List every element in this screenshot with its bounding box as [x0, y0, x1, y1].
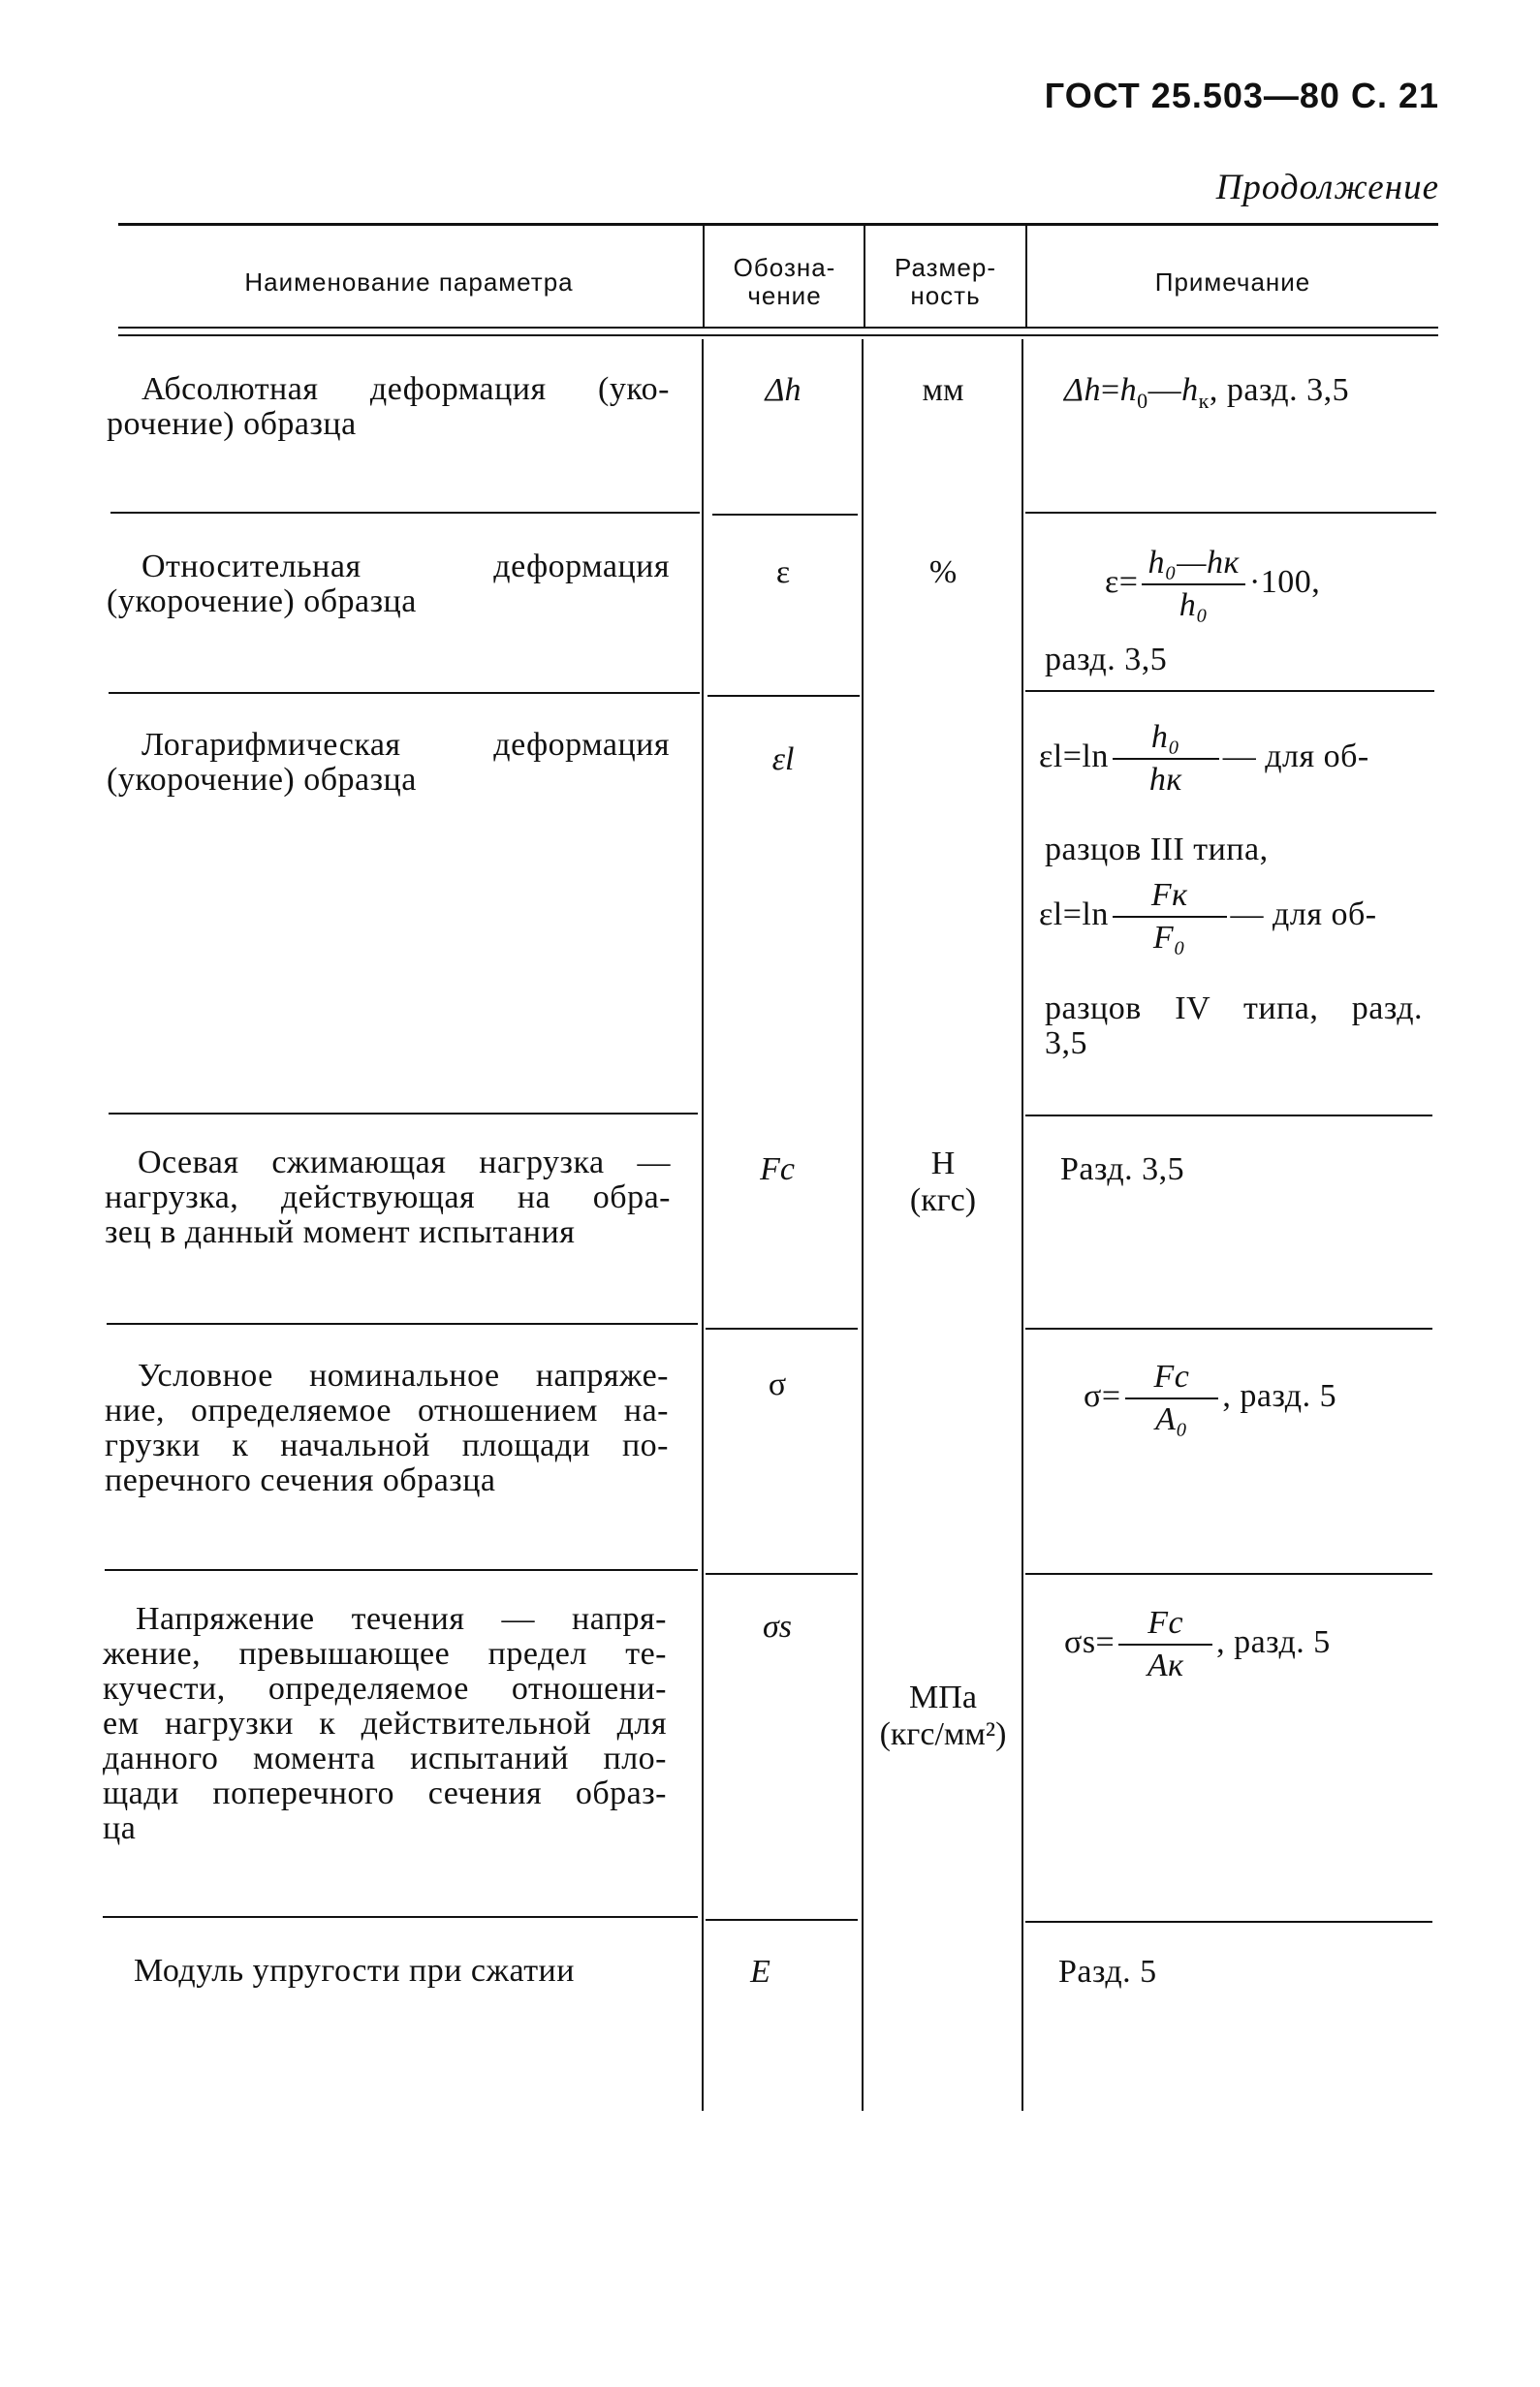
row-separator-6b — [706, 1919, 858, 1921]
row2-name-line2: (укорочение) образца — [107, 583, 417, 619]
column-header-unit — [865, 254, 1025, 310]
row3-fraction1-den: hк — [1148, 762, 1182, 798]
row1-note: $\Delta h=h_0—h_к$, разд. 3,5 — [1064, 372, 1350, 413]
column-header-unit-line2: ность — [910, 281, 981, 310]
row-separator-4a — [107, 1323, 698, 1325]
page-header: ГОСТ 25.503—80 С. 21 — [1044, 76, 1439, 115]
column-divider-1-body — [702, 339, 704, 2111]
row3-formula2-after: — для об- — [1230, 895, 1377, 932]
row4-note: Разд. 3,5 — [1060, 1151, 1185, 1187]
row-separator-3b — [1025, 1115, 1432, 1116]
row-separator-3a — [109, 1113, 698, 1115]
header-rule-2 — [118, 334, 1438, 336]
row3-formula2-lhs: εl=ln — [1039, 895, 1109, 932]
row5-formula — [1084, 1359, 1432, 1438]
row5-fraction-num: Fс — [1125, 1359, 1219, 1399]
row6-fraction-den: Aк — [1147, 1648, 1184, 1683]
row-separator-2b — [707, 695, 860, 697]
row3-symbol: εl — [771, 741, 795, 777]
row6-fraction — [1118, 1605, 1212, 1684]
row5-fraction-den: A₀ — [1155, 1401, 1188, 1437]
row1-note-b: h — [1181, 372, 1199, 408]
row3-fraction2-den: F₀ — [1152, 920, 1186, 956]
row-separator-2c — [1025, 690, 1434, 692]
row-separator-1c — [1025, 512, 1436, 514]
row5-fraction — [1125, 1359, 1219, 1438]
row3-note-line2b: разцов IV типа, разд. — [1045, 990, 1423, 1026]
table-top-rule — [118, 223, 1438, 226]
column-header-unit-line1: Размер- — [894, 253, 997, 282]
row6-fraction-num: Fс — [1118, 1605, 1212, 1646]
row6-name-line2: жение, превышающее предел те- — [103, 1636, 667, 1672]
row6-symbol: σs — [763, 1609, 792, 1645]
row-separator-6c — [1025, 1921, 1432, 1923]
row6-name-line3: кучести, определяемое отношени- — [103, 1671, 667, 1707]
row6-unit-line2: (кгс/мм²) — [879, 1716, 1007, 1752]
row6-name-line1: Напряжение течения — напря- — [136, 1601, 667, 1637]
row2-formula-factor: ·100, — [1248, 563, 1321, 600]
row6-formula — [1064, 1605, 1432, 1684]
row5-name-line3: грузки к начальной площади по- — [105, 1428, 669, 1463]
row4-unit — [864, 1146, 1021, 1219]
row1-note-lhs: Δh — [1064, 372, 1101, 408]
row1-note-tail: , разд. 3,5 — [1209, 372, 1350, 408]
row2-name-line1: Относительная деформация — [141, 549, 670, 584]
row4-name-line2: нагрузка, действующая на обра- — [105, 1179, 671, 1215]
row-separator-1a — [110, 512, 700, 514]
row4-unit-line1: Н — [930, 1146, 956, 1181]
row4-name-line1: Осевая сжимающая нагрузка — — [138, 1145, 671, 1180]
row3-fraction2 — [1113, 877, 1227, 957]
column-divider-3-body — [1021, 339, 1023, 2111]
row3-fraction1-num: h₀ — [1113, 719, 1219, 760]
row1-name-line2: рочение) образца — [107, 406, 357, 442]
row4-unit-line2: (кгс) — [909, 1182, 977, 1218]
row2-formula: ε= $\frac{\text{h₀—hк}}{\text{h₀}}$ ·100, — [1105, 545, 1321, 623]
row3-formula1-after: — для об- — [1222, 738, 1369, 774]
row7-name: Модуль упругости при сжатии — [134, 1953, 575, 1989]
row7-note: Разд. 5 — [1058, 1954, 1157, 1990]
row-separator-4b — [706, 1328, 858, 1330]
row-separator-5a — [105, 1569, 698, 1571]
row5-formula-tail: , разд. 5 — [1222, 1377, 1337, 1414]
row2-unit: % — [928, 554, 958, 590]
continuation-label: Продолжение — [1215, 168, 1439, 207]
column-header-name: Наименование параметра — [244, 267, 574, 297]
row-separator-6a — [103, 1916, 698, 1918]
row6-name-line6: щади поперечного сечения образ- — [103, 1775, 667, 1811]
row2-fraction-den: h₀ — [1179, 587, 1209, 623]
row-separator-5b — [706, 1573, 858, 1575]
column-divider-3 — [1025, 226, 1027, 327]
row5-name-line4: перечного сечения образца — [105, 1462, 496, 1498]
row1-note-a-sub: 0 — [1137, 388, 1148, 413]
row3-formula2 — [1039, 877, 1436, 957]
row1-name-line1: Абсолютная деформация (уко- — [141, 371, 670, 407]
row3-note-line2c: 3,5 — [1045, 1025, 1087, 1061]
row5-name-line1: Условное номинальное напряже- — [138, 1358, 669, 1394]
row3-fraction2-num: Fк — [1113, 877, 1227, 918]
row3-name-line1: Логарифмическая деформация — [141, 727, 670, 763]
row-separator-5c — [1025, 1573, 1432, 1575]
column-header-symbol-line1: Обозна- — [733, 253, 836, 282]
row2-symbol: ε — [775, 554, 791, 590]
row3-name-line2: (укорочение) образца — [107, 762, 417, 798]
header-rule-1 — [118, 327, 1438, 329]
row-separator-4c — [1025, 1328, 1432, 1330]
row5-name-line2: ние, определяемое отношением на- — [105, 1393, 669, 1429]
row1-unit: мм — [922, 372, 964, 408]
row4-symbol: Fс — [760, 1151, 795, 1187]
row6-formula-tail: , разд. 5 — [1216, 1623, 1331, 1660]
column-header-note: Примечание — [1154, 267, 1311, 297]
row1-note-b-sub: к — [1198, 388, 1210, 413]
row3-note-line1b: разцов III типа, — [1045, 832, 1269, 867]
row7-symbol: E — [750, 1954, 770, 1990]
row3-formula1 — [1039, 719, 1436, 799]
row2-note-tail: разд. 3,5 — [1045, 642, 1168, 677]
row4-name-line3: зец в данный момент испытания — [105, 1214, 576, 1250]
row6-unit — [861, 1680, 1025, 1753]
row6-name-line5: данного момента испытаний пло- — [103, 1741, 667, 1776]
row6-name-line4: ем нагрузки к действительной для — [103, 1706, 667, 1742]
row6-name-line7: ца — [103, 1810, 137, 1846]
row2-formula-lhs: ε — [1105, 563, 1119, 600]
row6-formula-lhs: σs= — [1064, 1623, 1116, 1660]
column-header-symbol — [705, 254, 864, 310]
column-divider-2-body — [862, 339, 864, 2111]
row5-formula-lhs: σ= — [1084, 1377, 1121, 1414]
row1-symbol: Δh — [765, 372, 801, 408]
row2-fraction-num: h₀—hк — [1142, 545, 1244, 585]
column-divider-2 — [864, 226, 865, 327]
row5-symbol: σ — [768, 1366, 787, 1402]
column-header-symbol-line2: чение — [747, 281, 822, 310]
row3-formula1-lhs: εl=ln — [1039, 738, 1109, 774]
row1-note-a: h — [1119, 372, 1138, 408]
row3-fraction1 — [1113, 719, 1219, 799]
row-separator-2a — [109, 692, 700, 694]
column-divider-1 — [703, 226, 705, 327]
row1-name — [141, 372, 670, 407]
row-separator-1b — [712, 514, 858, 516]
row6-unit-line1: МПа — [909, 1680, 977, 1715]
row2-fraction — [1142, 545, 1244, 624]
